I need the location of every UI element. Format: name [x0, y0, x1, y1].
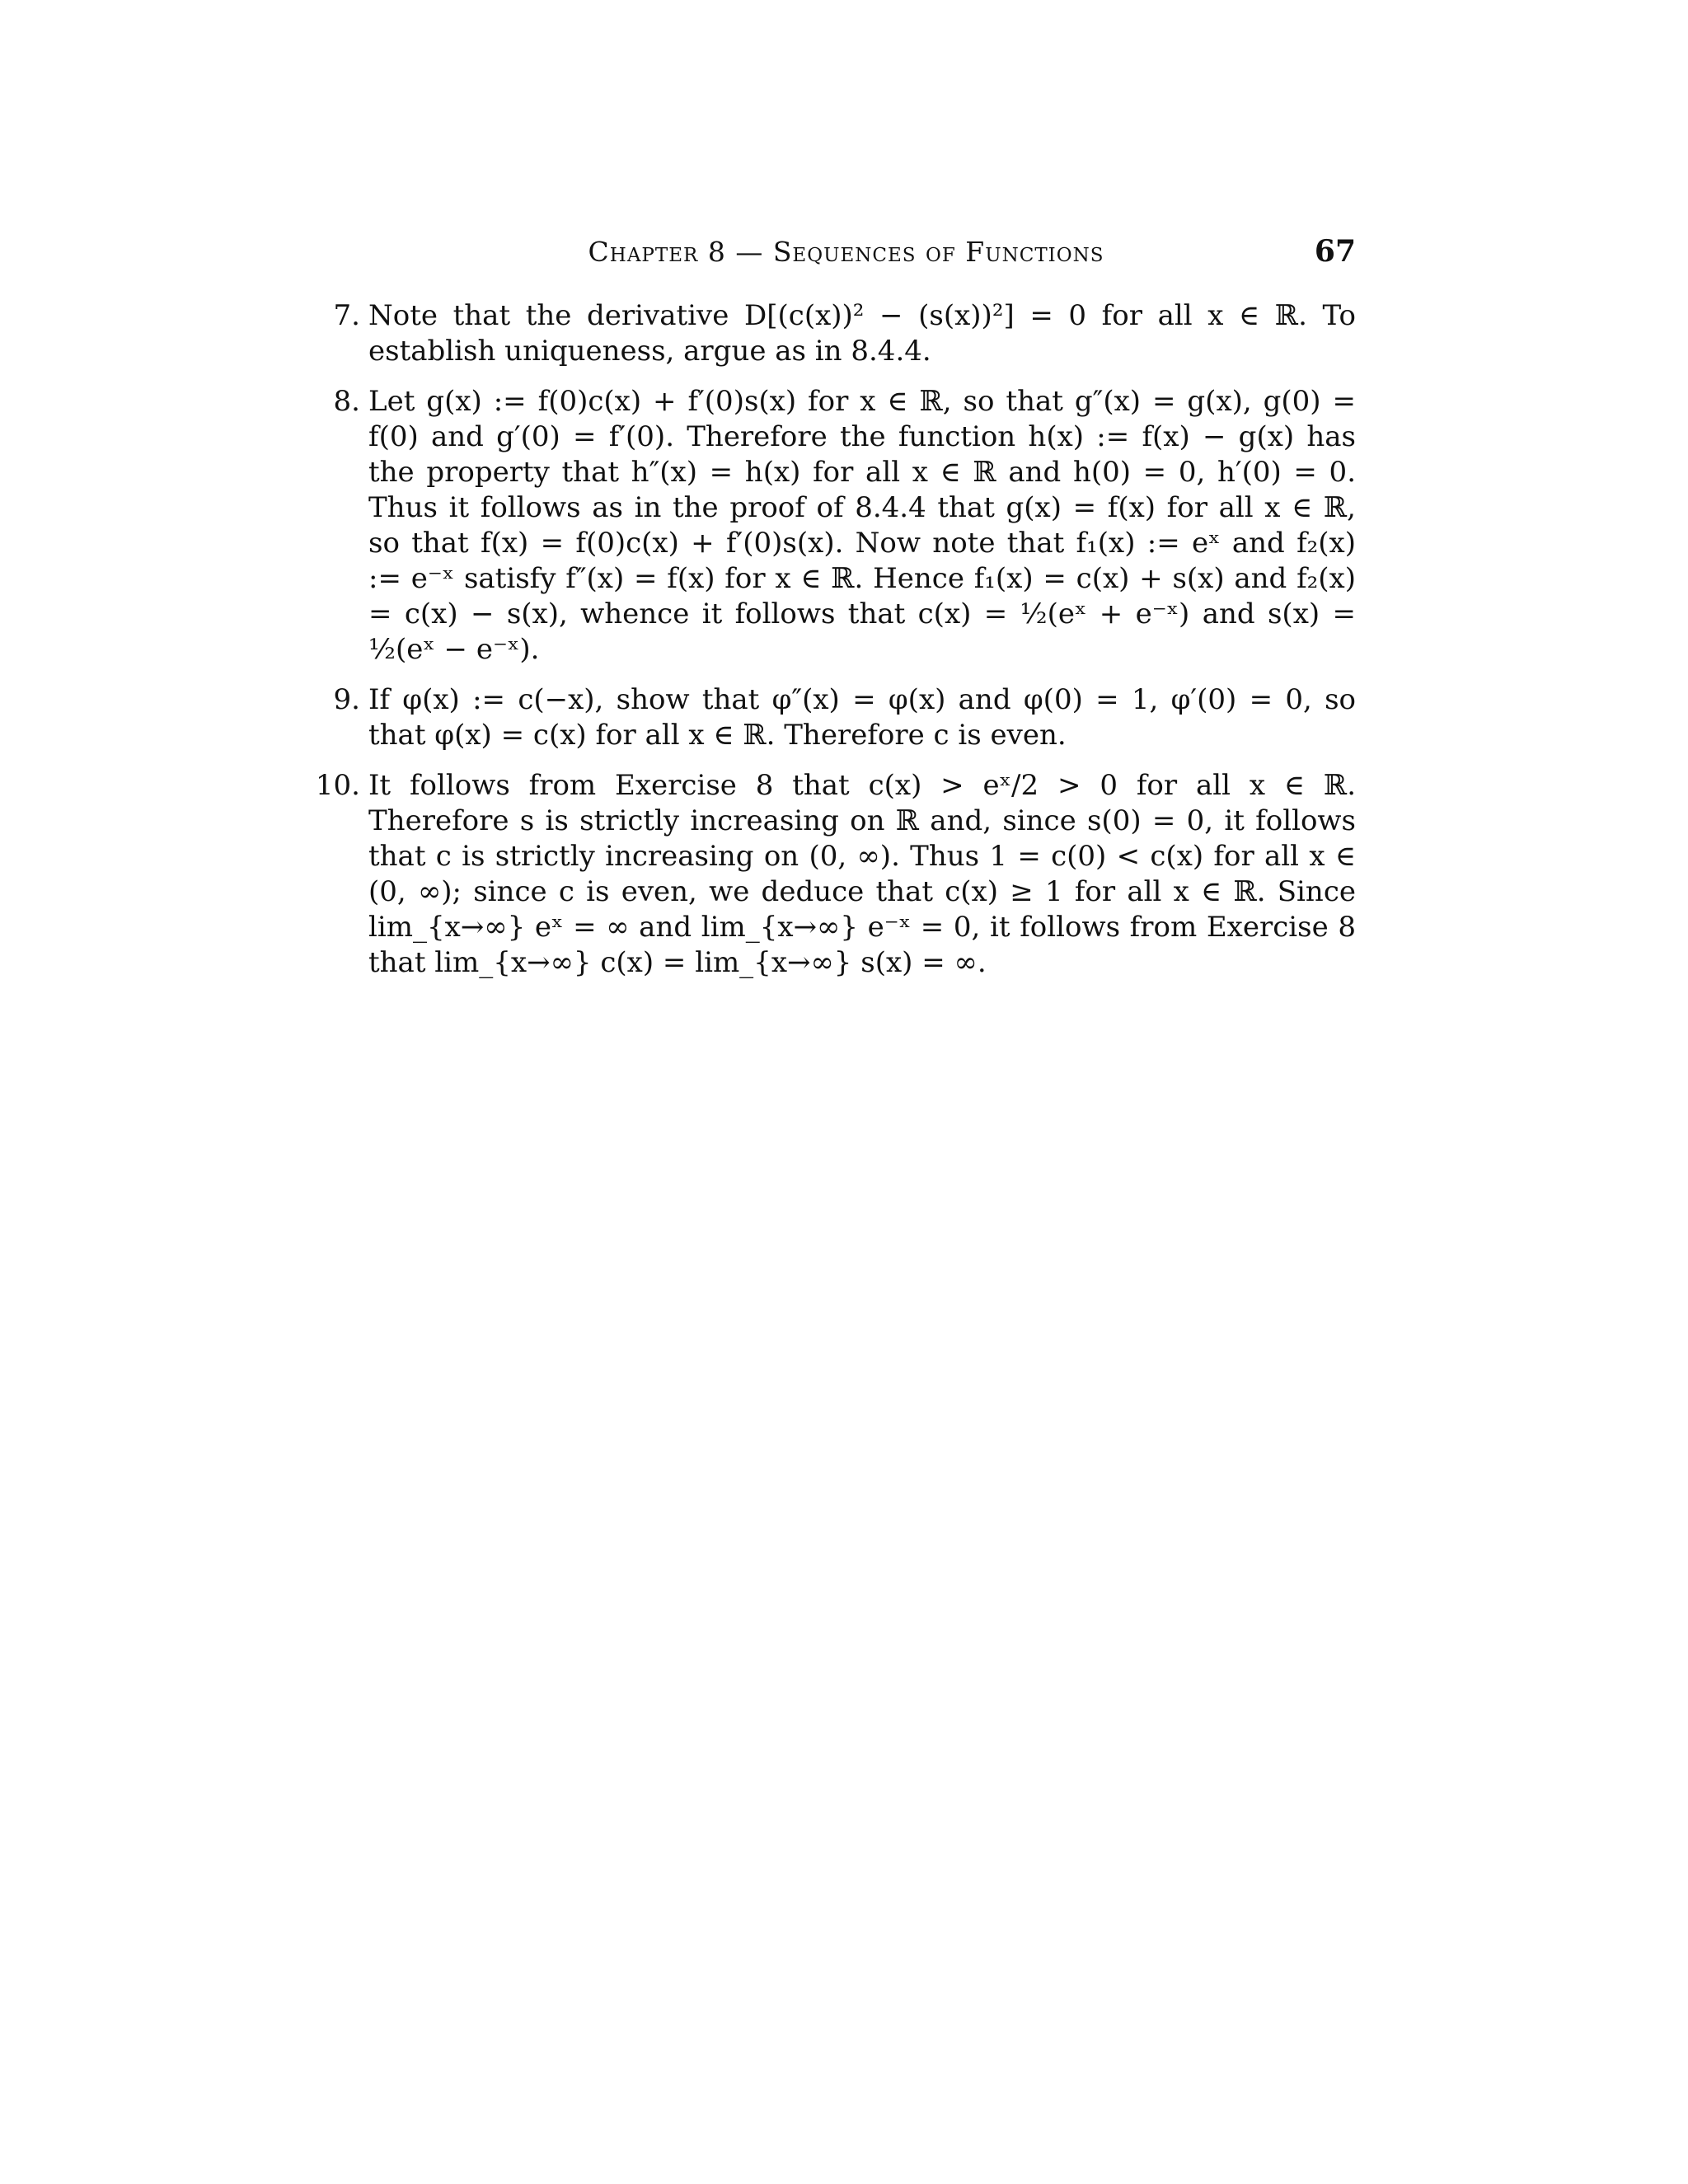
exercise-text: It follows from Exercise 8 that c(x) > eˣ/2 > 0 for all x ∈ ℝ. Therefore s is strictly increasing on ℝ and, since s(0) = 0, it follows that c is strictly increasing on (0, ∞). Thus 1 = c(0) < c(x) for all x ∈ (0, ∞); since c is even, we deduce that c(x) ≥ 1 for all x ∈ ℝ. Since lim_{x→∞} eˣ = ∞ and lim_{x→∞} e⁻ˣ = 0, it follows from Exercise 8 that lim_{x→∞} c(x) = lim_{x→∞} s(x) = ∞.: [368, 769, 1356, 979]
exercise-number: 7.: [333, 299, 360, 332]
exercise-number: 8.: [333, 385, 360, 418]
exercise-list: [309, 298, 1356, 996]
exercise-number: 10.: [315, 769, 360, 802]
exercise-text: If φ(x) := c(−x), show that φ″(x) = φ(x) and φ(0) = 1, φ′(0) = 0, so that φ(x) = c(x) for all x ∈ ℝ. Therefore c is even.: [368, 683, 1356, 752]
exercise-10: [309, 768, 1356, 981]
exercise-8: [309, 384, 1356, 668]
exercise-7: [309, 298, 1356, 369]
exercise-number: 9.: [333, 683, 360, 716]
page-header: [336, 236, 1356, 272]
exercise-9: [309, 682, 1356, 753]
exercise-text: Let g(x) := f(0)c(x) + f′(0)s(x) for x ∈ ℝ, so that g″(x) = g(x), g(0) = f(0) and g′(0) = f′(0). Therefore the function h(x) := f(x) − g(x) has the property that h″(x) = h(x) for all x ∈ ℝ and h(0) = 0, h′(0) = 0. Thus it follows as in the proof of 8.4.4 that g(x) = f(x) for all x ∈ ℝ, so that f(x) = f(0)c(x) + f′(0)s(x). Now note that f₁(x) := eˣ and f₂(x) := e⁻ˣ satisfy f″(x) = f(x) for x ∈ ℝ. Hence f₁(x) = c(x) + s(x) and f₂(x) = c(x) − s(x), whence it follows that c(x) = ½(eˣ + e⁻ˣ) and s(x) = ½(eˣ − e⁻ˣ).: [368, 385, 1356, 666]
running-title: Chapter 8 — Sequences of Functions: [588, 236, 1104, 268]
exercise-text: Note that the derivative D[(c(x))² − (s(x))²] = 0 for all x ∈ ℝ. To establish uniqueness, argue as in 8.4.4.: [368, 299, 1356, 368]
page-number: 67: [1314, 234, 1356, 269]
